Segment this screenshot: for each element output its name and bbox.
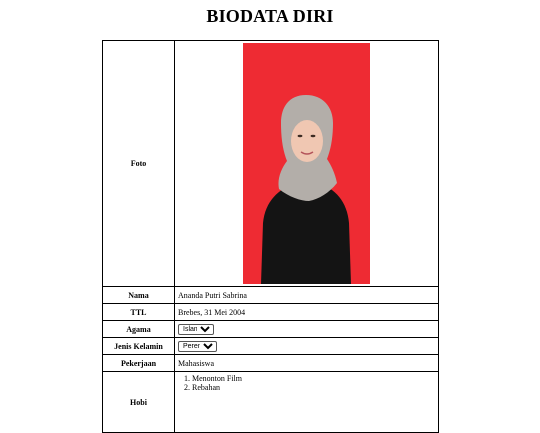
page-title: BIODATA DIRI [206,6,334,26]
label-hobi: Hobi [103,372,175,433]
table-row-agama [103,321,439,338]
table-row-nama [103,287,439,304]
label-pekerjaan: Pekerjaan [103,355,175,372]
agama-select[interactable] [178,324,214,335]
cell-foto [175,41,439,287]
table-row-jenis-kelamin [103,338,439,355]
label-jenis-kelamin: Jenis Kelamin [103,338,175,355]
label-ttl: TTL [103,304,175,321]
value-nama: Ananda Putri Sabrina [175,287,439,304]
label-nama: Nama [103,287,175,304]
list-item: 2. Rebahan [192,383,435,392]
table-row-pekerjaan [103,355,439,372]
label-agama: Agama [103,321,175,338]
profile-photo [243,43,370,284]
table-row-ttl [103,304,439,321]
label-foto: Foto [103,41,175,287]
jenis-kelamin-select[interactable] [178,341,217,352]
cell-agama [175,321,439,338]
list-item: 1. Menonton Film [192,374,435,383]
cell-hobi [175,372,439,433]
value-ttl: Brebes, 31 Mei 2004 [175,304,439,321]
hobi-list [178,374,435,392]
cell-jenis-kelamin [175,338,439,355]
biodata-table [102,40,439,433]
table-row-foto [103,41,439,287]
table-row-hobi [103,372,439,433]
value-pekerjaan: Mahasiswa [175,355,439,372]
